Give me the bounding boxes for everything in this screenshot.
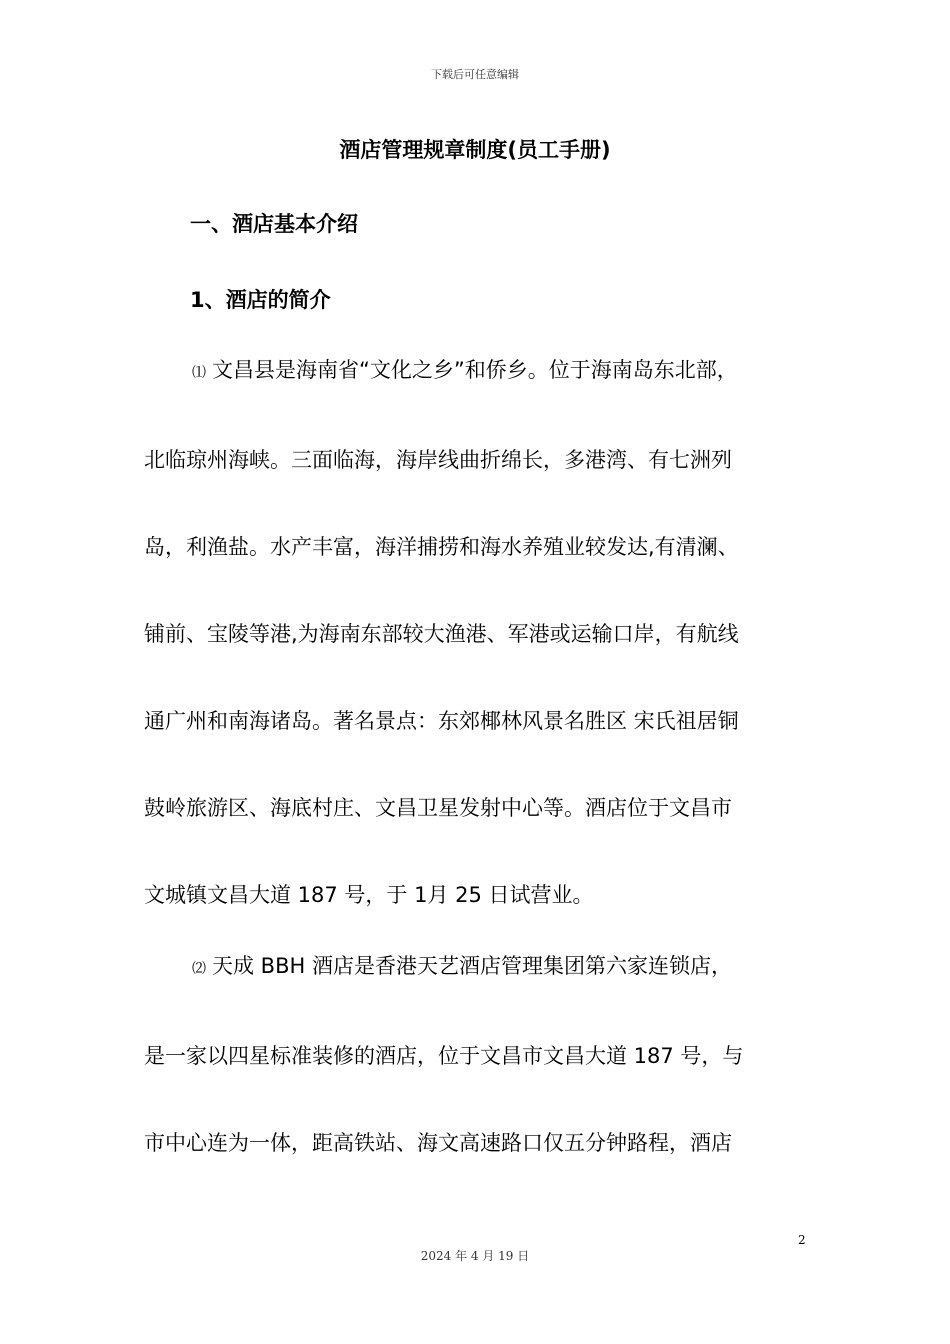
subsection-heading: 1、酒店的简介 [190, 288, 331, 312]
line-text: 文昌县是海南省“文化之乡”和侨乡。位于海南岛东北部， [212, 358, 738, 382]
page-footer-date: 2024 年 4 月 19 日 [420, 1249, 530, 1263]
paragraph-line: 市中心连为一体，距高铁站、海文高速路口仅五分钟路程，酒店 [144, 1131, 732, 1155]
section-heading: 一、酒店基本介绍 [190, 212, 358, 236]
paragraph-2 [144, 923, 808, 1187]
paragraph-line: 北临琼州海峡。三面临海，海岸线曲折绵长，多港湾、有七洲列 [144, 448, 732, 472]
paragraph-line: 通广州和南海诸岛。著名景点：东郊椰林风景名胜区 宋氏祖居铜 [144, 709, 739, 733]
paragraph-1 [144, 327, 808, 939]
document-title: 酒店管理规章制度(员工手册) [339, 138, 611, 162]
list-marker: ⑴ [192, 365, 206, 381]
page-number: 2 [798, 1233, 806, 1247]
paragraph-line: 岛，利渔盐。水产丰富，海洋捕捞和海水养殖业较发达,有清澜、 [144, 535, 739, 559]
paragraph-line [144, 923, 808, 1013]
paragraph-line: 是一家以四星标准装修的酒店，位于文昌市文昌大道 187 号，与 [144, 1044, 744, 1068]
list-marker: ⑵ [192, 961, 206, 977]
paragraph-line: 鼓岭旅游区、海底村庄、文昌卫星发射中心等。酒店位于文昌市 [144, 796, 732, 820]
line-text: 天成 BBH 酒店是香港天艺酒店管理集团第六家连锁店， [212, 954, 732, 978]
paragraph-line: 文城镇文昌大道 187 号，于 1月 25 日试营业。 [144, 883, 594, 907]
page-header: 下载后可任意编辑 [431, 68, 519, 81]
paragraph-line [144, 327, 808, 417]
paragraph-line: 铺前、宝陵等港,为海南东部较大渔港、军港或运输口岸，有航线 [144, 622, 739, 646]
